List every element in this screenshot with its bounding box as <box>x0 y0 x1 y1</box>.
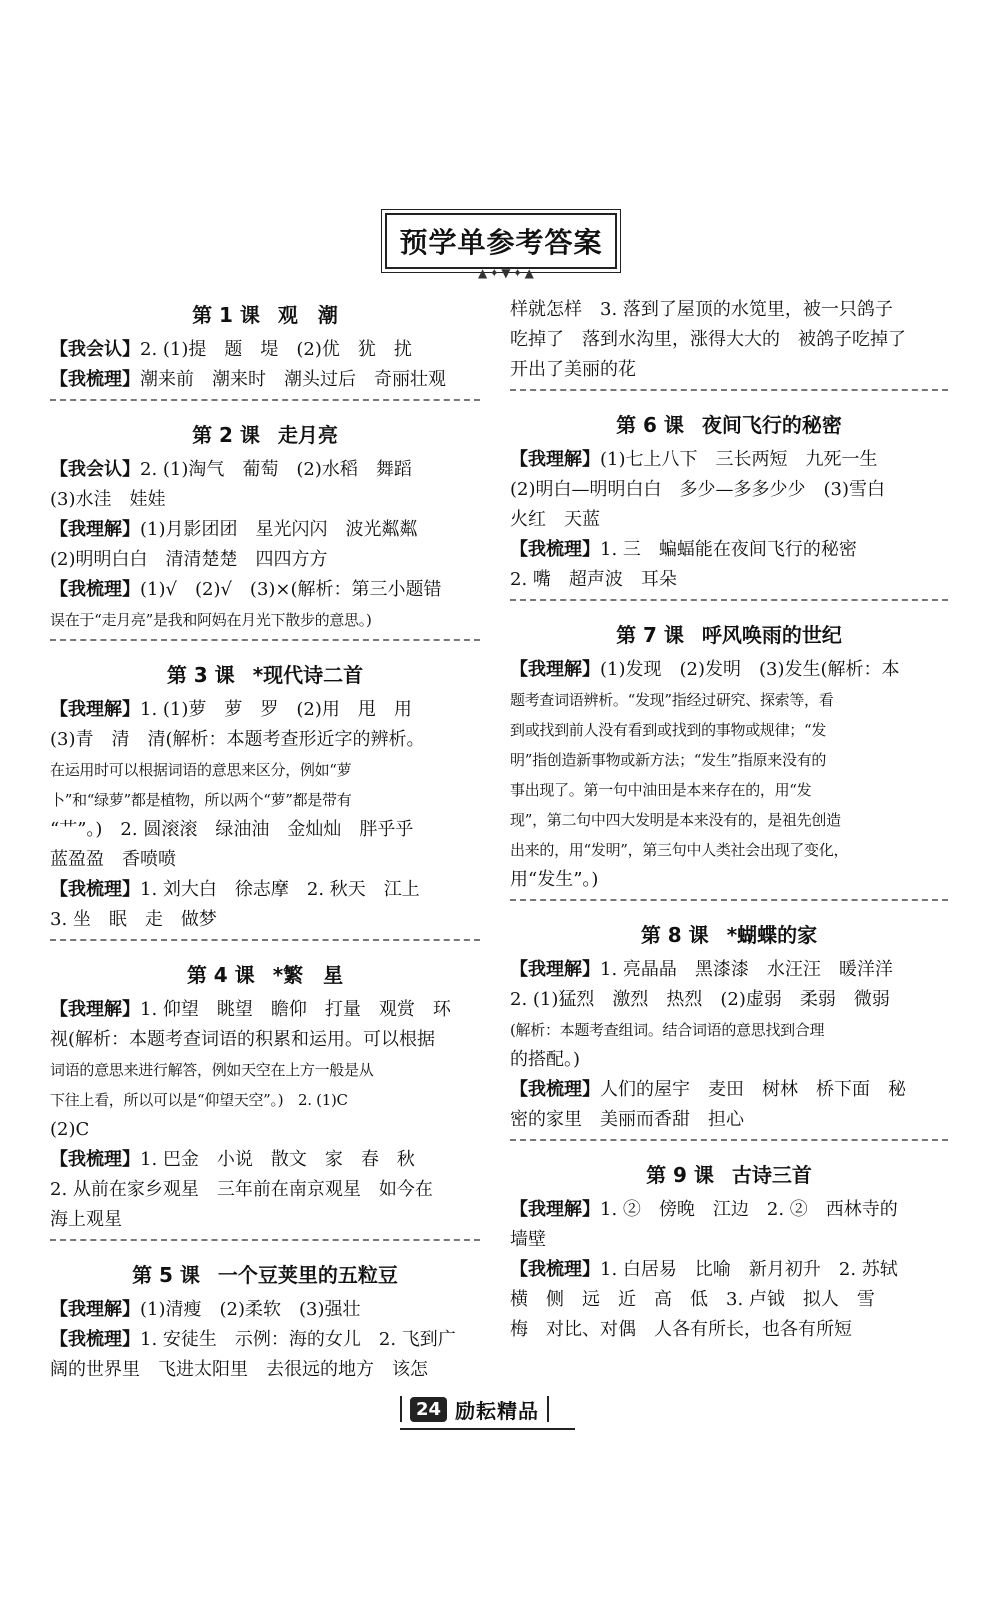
answer-text: 视(解析：本题考查词语的积累和运用。可以根据 <box>50 1029 436 1050</box>
answer-line <box>510 565 948 595</box>
section-tag: 【我梳理】 <box>50 879 140 900</box>
answer-text: 1. 安徒生 示例：海的女儿 2. 飞到广 <box>140 1329 456 1350</box>
answer-text: (2)明明白白 清清楚楚 四四方方 <box>50 549 328 570</box>
answer-line <box>50 1325 480 1355</box>
lesson-title: 呼风唤雨的世纪 <box>701 623 842 647</box>
answer-text: 在运用时可以根据词语的意思来区分，例如“萝 <box>50 761 352 779</box>
answer-line <box>50 515 480 545</box>
answer-line <box>50 875 480 905</box>
answer-text: 2. (1)淘气 葡萄 (2)水稻 舞蹈 <box>140 459 412 480</box>
section-tag: 【我梳理】 <box>50 1329 140 1350</box>
answer-line <box>50 1145 480 1175</box>
answer-text: 1. (1)萝 萝 罗 (2)用 甩 用 <box>140 699 412 720</box>
answer-line <box>510 835 948 865</box>
answer-line <box>510 775 948 805</box>
answer-text: 事出现了。第一句中油田是本来存在的，用“发 <box>510 781 812 799</box>
answer-text: 1. 仰望 眺望 瞻仰 打量 观赏 环 <box>140 999 451 1020</box>
answer-text: 的搭配。) <box>510 1049 581 1070</box>
section-tag: 【我理解】 <box>50 999 140 1020</box>
lesson-block <box>510 1155 948 1345</box>
answer-text: 1. 刘大白 徐志摩 2. 秋天 江上 <box>140 879 420 900</box>
answer-text: 到或找到前人没有看到或找到的事物或规律；“发 <box>510 721 827 739</box>
lesson-title: 一个豆荚里的五粒豆 <box>217 1263 398 1287</box>
answer-text: 词语的意思来进行解答，例如天空在上方一般是从 <box>50 1061 374 1079</box>
lesson-title: 古诗三首 <box>731 1163 812 1187</box>
dashed-separator <box>50 1239 480 1241</box>
answer-line <box>510 1075 948 1105</box>
page-footer <box>400 1392 580 1426</box>
answer-text: 1. 白居易 比喻 新月初升 2. 苏轼 <box>600 1259 898 1280</box>
continuation-line: 开出了美丽的花 <box>510 359 636 380</box>
right-column <box>510 295 948 1359</box>
answer-text: 2. (1)提 题 堤 (2)优 犹 扰 <box>140 339 412 360</box>
answer-line <box>510 475 948 505</box>
title-ornament: ▲✦▼✦▲ <box>478 266 536 280</box>
lesson-block <box>50 955 480 1241</box>
lesson-title: 走月亮 <box>277 423 338 447</box>
answer-line <box>50 725 480 755</box>
answer-text: (1)清瘦 (2)柔软 (3)强壮 <box>140 1299 361 1320</box>
answer-text: (1)月影团团 星光闪闪 波光粼粼 <box>140 519 418 540</box>
answer-text: 2. 从前在家乡观星 三年前在南京观星 如今在 <box>50 1179 433 1200</box>
lesson-heading <box>50 295 480 335</box>
answer-text: (1)七上八下 三长两短 九死一生 <box>600 449 878 470</box>
lesson-number: 第 3 课 <box>166 663 235 687</box>
answer-line <box>50 785 480 815</box>
answer-line <box>50 455 480 485</box>
answer-text: 阔的世界里 飞进太阳里 去很远的地方 该怎 <box>50 1359 428 1380</box>
section-tag: 【我理解】 <box>50 699 140 720</box>
lesson-heading <box>50 655 480 695</box>
section-tag: 【我梳理】 <box>50 1149 140 1170</box>
answer-text: 卜”和“绿萝”都是植物，所以两个“萝”都是带有 <box>50 791 352 809</box>
dashed-separator <box>50 639 480 641</box>
answer-text: 人们的屋宇 麦田 树林 桥下面 秘 <box>600 1079 906 1100</box>
lesson-number: 第 8 课 <box>640 923 709 947</box>
lesson-number: 第 6 课 <box>616 413 684 437</box>
answer-text: (3)水洼 娃娃 <box>50 489 166 510</box>
lesson-block <box>510 915 948 1141</box>
lesson-heading <box>50 415 480 455</box>
answer-text: 2. 嘴 超声波 耳朵 <box>510 569 677 590</box>
answer-line <box>510 1105 948 1135</box>
section-tag: 【我理解】 <box>510 659 600 680</box>
answer-text: 梅 对比、对偶 人各有所长，也各有所短 <box>510 1319 852 1340</box>
section-tag: 【我梳理】 <box>510 1259 600 1280</box>
left-column <box>50 295 480 1399</box>
lesson-block <box>510 295 948 391</box>
page-number: 24 <box>410 1397 447 1422</box>
lesson-heading <box>510 915 948 955</box>
answer-line <box>510 745 948 775</box>
answer-text: (1)√ (2)√ (3)×(解析：第三小题错 <box>140 579 442 600</box>
answer-text: 横 侧 远 近 高 低 3. 卢钺 拟人 雪 <box>510 1289 875 1310</box>
answer-line <box>510 1045 948 1075</box>
answer-text: 误在于“走月亮”是我和阿妈在月光下散步的意思。) <box>50 611 372 629</box>
answer-text: 火红 天蓝 <box>510 509 600 530</box>
answer-text: 用“发生”。) <box>510 869 599 890</box>
answer-line <box>510 1225 948 1255</box>
lesson-title: 夜间飞行的秘密 <box>701 413 842 437</box>
section-tag: 【我理解】 <box>50 1299 140 1320</box>
answer-line <box>50 1175 480 1205</box>
section-tag: 【我梳理】 <box>510 539 600 560</box>
section-tag: 【我理解】 <box>50 519 140 540</box>
answer-text: 题考查词语辨析。“发现”指经过研究、探索等，看 <box>510 691 834 709</box>
answer-text: 2. (1)猛烈 激烈 热烈 (2)虚弱 柔弱 微弱 <box>510 989 890 1010</box>
answer-line <box>510 985 948 1015</box>
section-tag: 【我梳理】 <box>510 1079 600 1100</box>
answer-line <box>510 715 948 745</box>
answer-text: 墙壁 <box>510 1229 546 1250</box>
answer-text: 3. 坐 眠 走 做梦 <box>50 909 217 930</box>
answer-line <box>50 1295 480 1325</box>
answer-line <box>510 505 948 535</box>
answer-text: 蓝盈盈 香喷喷 <box>50 849 176 870</box>
answer-line <box>50 365 480 395</box>
dashed-separator <box>50 939 480 941</box>
dashed-separator <box>510 389 948 391</box>
continuation-line: 样就怎样 3. 落到了屋顶的水笕里，被一只鸽子 <box>510 299 893 320</box>
footer-rule <box>400 1428 575 1430</box>
answer-line <box>50 1355 480 1385</box>
lesson-title: 观 潮 <box>277 303 338 327</box>
page-title: 预学单参考答案 <box>385 213 617 269</box>
answer-line <box>50 575 480 605</box>
answer-text: 潮来前 潮来时 潮头过后 奇丽壮观 <box>140 369 446 390</box>
section-tag: 【我理解】 <box>510 959 600 980</box>
lesson-block <box>50 1255 480 1385</box>
continuation-line: 吃掉了 落到水沟里，涨得大大的 被鸽子吃掉了 <box>510 329 906 350</box>
lesson-number: 第 4 课 <box>186 963 255 987</box>
footer-bar <box>547 1396 549 1422</box>
answer-line <box>510 685 948 715</box>
section-tag: 【我理解】 <box>510 449 600 470</box>
answer-line <box>510 805 948 835</box>
answer-line <box>50 755 480 785</box>
lesson-number: 第 2 课 <box>192 423 260 447</box>
answer-line <box>50 905 480 935</box>
answer-line <box>50 995 480 1025</box>
section-tag: 【我梳理】 <box>50 369 140 390</box>
answer-text: 1. 巴金 小说 散文 家 春 秋 <box>140 1149 415 1170</box>
lesson-heading <box>510 1155 948 1195</box>
section-tag: 【我会认】 <box>50 459 140 480</box>
answer-line <box>50 815 480 845</box>
answer-line <box>510 535 948 565</box>
section-tag: 【我梳理】 <box>50 579 140 600</box>
lesson-block <box>510 615 948 901</box>
answer-line <box>50 1055 480 1085</box>
answer-line <box>510 1255 948 1285</box>
section-tag: 【我会认】 <box>50 339 140 360</box>
answer-text: (2)C <box>50 1119 90 1140</box>
lesson-block <box>50 415 480 641</box>
answer-text: 下往上看，所以可以是“仰望天空”。) 2. (1)C <box>50 1091 348 1109</box>
answer-text: (2)明白—明明白白 多少—多多少少 (3)雪白 <box>510 479 885 500</box>
answer-text: 海上观星 <box>50 1209 122 1230</box>
lesson-heading <box>510 405 948 445</box>
answer-line <box>50 695 480 725</box>
lesson-heading <box>510 615 948 655</box>
answer-text: (解析：本题考查组词。结合词语的意思找到合理 <box>510 1021 825 1039</box>
lesson-heading <box>50 1255 480 1295</box>
brand-name: 励耘精品 <box>455 1398 540 1423</box>
answer-line <box>50 335 480 365</box>
answer-text: 1. 亮晶晶 黑漆漆 水汪汪 暖洋洋 <box>600 959 893 980</box>
answer-line <box>510 865 948 895</box>
dashed-separator <box>510 1139 948 1141</box>
answer-line <box>510 1315 948 1345</box>
lesson-number: 第 7 课 <box>616 623 684 647</box>
answer-line <box>50 1025 480 1055</box>
answer-text: 明”指创造新事物或新方法；“发生”指原来没有的 <box>510 751 827 769</box>
answer-line <box>50 545 480 575</box>
answer-line <box>50 605 480 635</box>
lesson-block <box>50 295 480 401</box>
answer-text: 1. ② 傍晚 江边 2. ② 西林寺的 <box>600 1199 898 1220</box>
answer-line <box>50 1205 480 1235</box>
answer-text: 出来的，用“发明”，第三句中人类社会出现了变化， <box>510 841 849 859</box>
dashed-separator <box>510 599 948 601</box>
lesson-heading <box>50 955 480 995</box>
answer-line <box>50 845 480 875</box>
answer-line <box>50 1085 480 1115</box>
answer-line <box>510 445 948 475</box>
answer-text: 密的家里 美丽而香甜 担心 <box>510 1109 744 1130</box>
answer-line <box>510 955 948 985</box>
answer-text: (1)发现 (2)发明 (3)发生(解析：本 <box>600 659 900 680</box>
dashed-separator <box>50 399 480 401</box>
answer-line <box>510 1015 948 1045</box>
answer-line <box>50 485 480 515</box>
answer-line <box>510 1195 948 1225</box>
section-tag: 【我理解】 <box>510 1199 600 1220</box>
answer-text: 现”，第二句中四大发明是本来没有的，是祖先创造 <box>510 811 841 829</box>
lesson-number: 第 5 课 <box>132 1263 200 1287</box>
answer-text: “艹”。) 2. 圆滚滚 绿油油 金灿灿 胖乎乎 <box>50 819 414 840</box>
answer-text: 1. 三 蝙蝠能在夜间飞行的秘密 <box>600 539 857 560</box>
lesson-title: *繁 星 <box>272 963 344 987</box>
lesson-title: *蝴蝶的家 <box>726 923 818 947</box>
lesson-title: *现代诗二首 <box>252 663 364 687</box>
answer-text: (3)青 清 清(解析：本题考查形近字的辨析。 <box>50 729 425 750</box>
dashed-separator <box>510 899 948 901</box>
lesson-number: 第 9 课 <box>646 1163 714 1187</box>
lesson-number: 第 1 课 <box>192 303 260 327</box>
lesson-block <box>510 405 948 601</box>
answer-line <box>510 1285 948 1315</box>
answer-line <box>50 1115 480 1145</box>
footer-bar <box>400 1396 402 1422</box>
lesson-block <box>50 655 480 941</box>
answer-line <box>510 655 948 685</box>
